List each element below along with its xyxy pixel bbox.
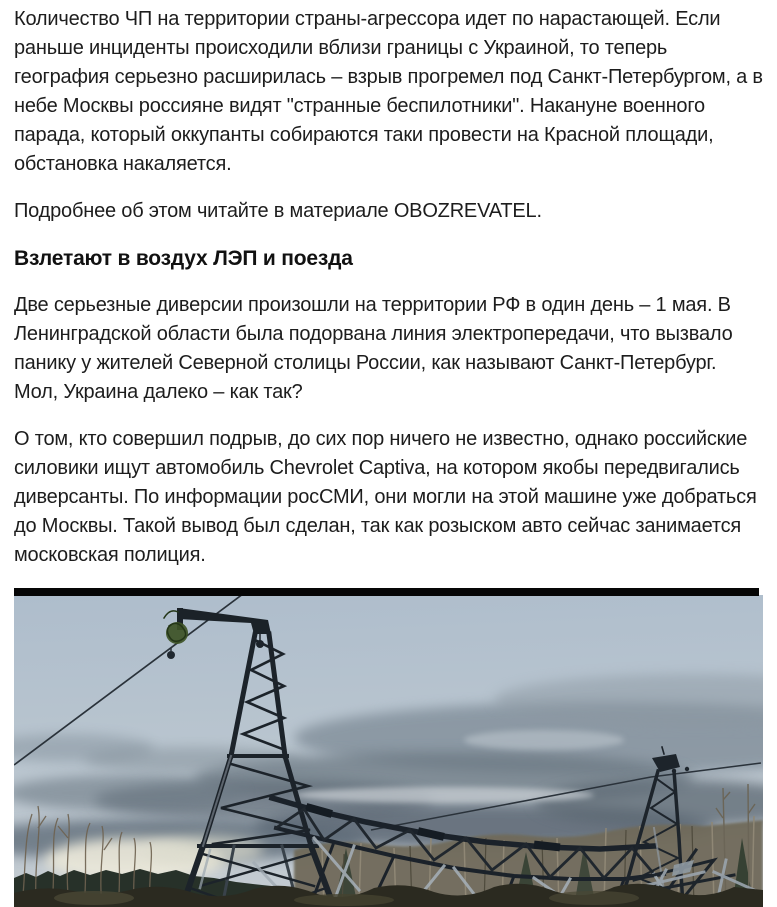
- section-heading: Взлетают в воздух ЛЭП и поезда: [14, 247, 353, 270]
- photo-top-bar: [14, 588, 759, 596]
- paragraph-sabotage: Две серьезные диверсии произошли на территории РФ в один день – 1 мая. В Ленинградской области была подорвана линия электропередачи, что вызвало панику у жителей Северной столицы России, как называют Санкт-Петербург. Мол, Украина далеко – как так?: [14, 294, 733, 403]
- paragraph-intro: Количество ЧП на территории страны-агрессора идет по нарастающей. Если раньше инциденты происходили вблизи границы с Украиной, то теперь география серьезно расширилась – взрыв прогремел под Санкт-Петербургом, а в небе Москвы россияне видят "странные беспилотники". Накануне военного парада, который оккупанты собираются таки провести на Красной площади, обстановка накаляется.: [14, 8, 763, 175]
- paragraph-source-note: Подробнее об этом читайте в материале OBOZREVATEL.: [14, 200, 542, 222]
- article-photo-collapsed-power-line: [14, 588, 763, 907]
- photo-illustration: [14, 588, 763, 907]
- paragraph-investigation: О том, кто совершил подрыв, до сих пор ничего не известно, однако российские силовики ищут автомобиль Chevrolet Captiva, на котором якобы передвигались диверсанты. По информации росСМИ, они могли на этой машине уже добраться до Москвы. Такой вывод был сделан, так как розыском авто сейчас занимается московская полиция.: [14, 428, 757, 566]
